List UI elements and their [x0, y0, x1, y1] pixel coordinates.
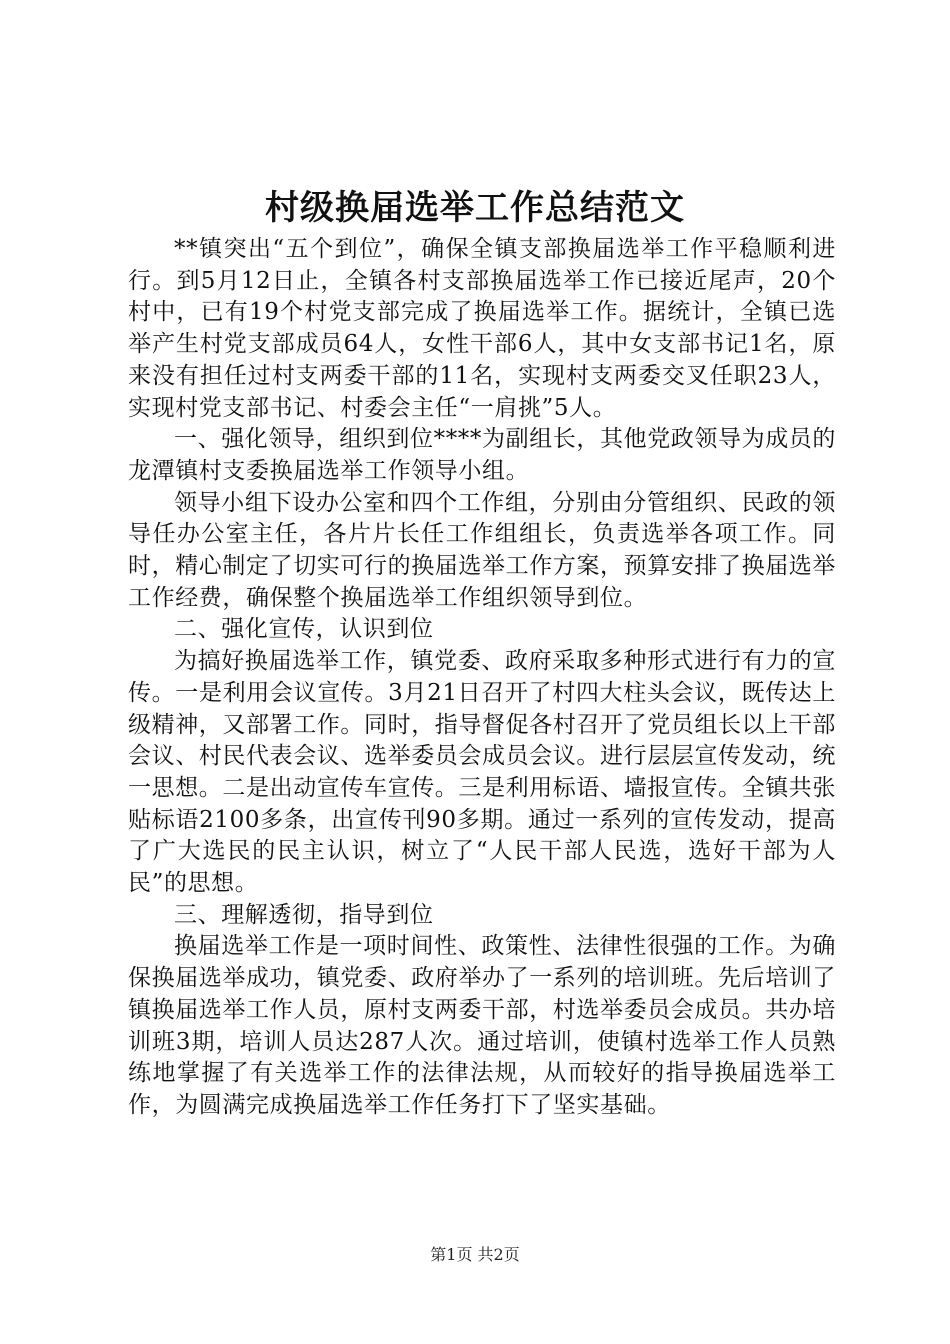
paragraph-section-1-body: 领导小组下设办公室和四个工作组，分别由分管组织、民政的领导任办公室主任，各片片长任工作组组长，负责选举各项工作。同时，精心制定了切实可行的换届选举工作方案，预算安排了换届选举工作经费，确保整个换届选举工作组织领导到位。	[128, 489, 836, 611]
paragraph-section-3-body: 换届选举工作是一项时间性、政策性、法律性很强的工作。为确保换届选举成功，镇党委、政府举办了一系列的培训班。先后培训了镇换届选举工作人员，原村支两委干部，村选举委员会成员。共办培训班3期，培训人员达287人次。通过培训，使镇村选举工作人员熟练地掌握了有关选举工作的法律法规，从而较好的指导换届选举工作，为圆满完成换届选举工作任务打下了坚实基础。	[128, 933, 836, 1118]
paragraph-section-3-heading: 三、理解透彻，指导到位	[174, 901, 434, 928]
page-footer: 第1页 共2页	[430, 1245, 520, 1264]
paragraph-section-2-body: 为搞好换届选举工作，镇党委、政府采取多种形式进行有力的宣传。一是利用会议宣传。3月21日召开了村四大柱头会议，既传达上级精神，又部署工作。同时，指导督促各村召开了党员组长以上干部会议、村民代表会议、选举委员会成员会议。进行层层宣传发动，统一思想。二是出动宣传车宣传。三是利用标语、墙报宣传。全镇共张贴标语2100多条，出宣传刊90多期。通过一系列的宣传发动，提高了广大选民的民主认识，树立了“人民干部人民选，选好干部为人民”的思想。	[128, 648, 836, 897]
paragraph-section-2-heading: 二、强化宣传，认识到位	[174, 616, 434, 643]
document-body	[128, 234, 836, 1122]
paragraph-section-1-heading: 一、强化领导，组织到位****为副组长，其他党政领导为成员的龙潭镇村支委换届选举工作领导小组。	[128, 426, 836, 484]
document-title: 村级换届选举工作总结范文	[265, 188, 685, 228]
paragraph-intro: **镇突出“五个到位”，确保全镇支部换届选举工作平稳顺利进行。到5月12日止，全镇各村支部换届选举工作已接近尾声，20个村中，已有19个村党支部完成了换届选举工作。据统计，全镇已选举产生村党支部成员64人，女性干部6人，其中女支部书记1名，原来没有担任过村支两委干部的11名，实现村支两委交叉任职23人，实现村党支部书记、村委会主任“一肩挑”5人。	[128, 236, 836, 421]
